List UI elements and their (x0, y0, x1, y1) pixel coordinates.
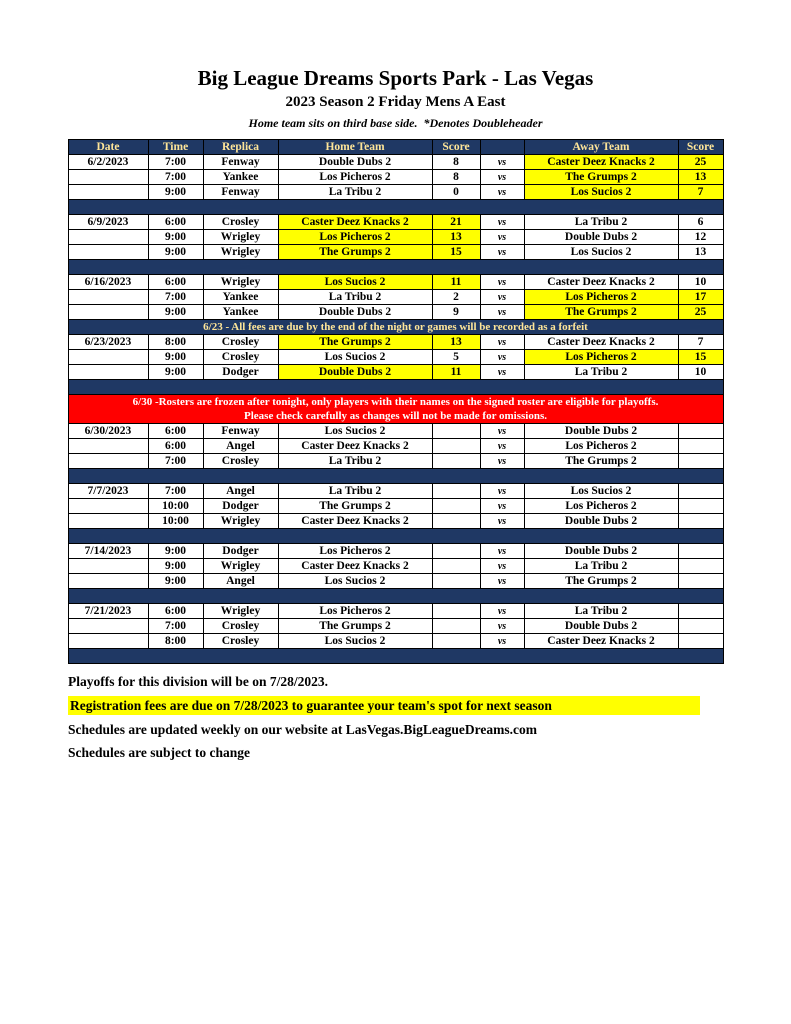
game-row (68, 185, 723, 200)
time-cell: 9:00 (148, 365, 203, 380)
away-score-cell (678, 574, 723, 589)
playoffs-note: Playoffs for this division will be on 7/28/2023. (68, 674, 329, 689)
time-cell: 7:00 (148, 170, 203, 185)
date-cell (68, 514, 148, 529)
schedule-table-body (68, 155, 723, 664)
header-row (68, 140, 723, 155)
time-cell: 6:00 (148, 424, 203, 439)
away-team-cell: La Tribu 2 (524, 365, 678, 380)
vs-label: vs (480, 424, 524, 439)
away-score-cell (678, 439, 723, 454)
home-team-cell: Los Picheros 2 (278, 604, 432, 619)
date-cell: 7/14/2023 (68, 544, 148, 559)
away-team-cell: Double Dubs 2 (524, 619, 678, 634)
date-cell: 7/7/2023 (68, 484, 148, 499)
replica-cell: Crosley (203, 335, 278, 350)
replica-cell: Wrigley (203, 275, 278, 290)
game-row (68, 155, 723, 170)
time-cell: 9:00 (148, 230, 203, 245)
column-header-vs (480, 140, 524, 155)
home-score-cell: 9 (432, 305, 480, 320)
away-team-cell: Los Sucios 2 (524, 484, 678, 499)
game-row (68, 170, 723, 185)
game-row (68, 365, 723, 380)
home-score-cell (432, 619, 480, 634)
separator-row (68, 200, 723, 215)
away-score-cell (678, 604, 723, 619)
home-score-cell (432, 574, 480, 589)
separator-row (68, 320, 723, 335)
home-team-cell: Los Sucios 2 (278, 350, 432, 365)
vs-label: vs (480, 544, 524, 559)
game-row (68, 634, 723, 649)
replica-cell: Fenway (203, 185, 278, 200)
away-team-cell: Caster Deez Knacks 2 (524, 335, 678, 350)
away-score-cell: 12 (678, 230, 723, 245)
vs-label: vs (480, 454, 524, 469)
replica-cell: Yankee (203, 290, 278, 305)
game-row (68, 484, 723, 499)
section-separator: 6/23 - All fees are due by the end of the night or games will be recorded as a forfeit (68, 320, 723, 335)
date-cell (68, 350, 148, 365)
time-cell: 7:00 (148, 619, 203, 634)
home-team-cell: Double Dubs 2 (278, 155, 432, 170)
away-score-cell: 13 (678, 170, 723, 185)
date-cell (68, 439, 148, 454)
vs-label: vs (480, 604, 524, 619)
date-cell (68, 574, 148, 589)
away-score-cell (678, 484, 723, 499)
away-score-cell: 7 (678, 185, 723, 200)
away-team-cell: Los Sucios 2 (524, 245, 678, 260)
away-team-cell: Los Picheros 2 (524, 499, 678, 514)
date-cell: 6/2/2023 (68, 155, 148, 170)
game-row (68, 604, 723, 619)
away-score-cell: 7 (678, 335, 723, 350)
away-team-cell: Double Dubs 2 (524, 514, 678, 529)
vs-label: vs (480, 350, 524, 365)
date-cell (68, 634, 148, 649)
home-team-cell: Los Sucios 2 (278, 634, 432, 649)
time-cell: 7:00 (148, 454, 203, 469)
vs-label: vs (480, 499, 524, 514)
column-header-replica: Replica (203, 140, 278, 155)
home-team-cell: Caster Deez Knacks 2 (278, 215, 432, 230)
replica-cell: Angel (203, 484, 278, 499)
game-row (68, 514, 723, 529)
date-cell (68, 619, 148, 634)
replica-cell: Fenway (203, 155, 278, 170)
replica-cell: Crosley (203, 215, 278, 230)
away-score-cell (678, 424, 723, 439)
vs-label: vs (480, 170, 524, 185)
replica-cell: Wrigley (203, 245, 278, 260)
separator-row (68, 469, 723, 484)
replica-cell: Dodger (203, 499, 278, 514)
time-cell: 8:00 (148, 634, 203, 649)
date-cell (68, 365, 148, 380)
home-score-cell: 15 (432, 245, 480, 260)
home-score-cell (432, 559, 480, 574)
game-row (68, 544, 723, 559)
game-row (68, 215, 723, 230)
home-team-cell: Double Dubs 2 (278, 305, 432, 320)
time-cell: 8:00 (148, 335, 203, 350)
home-score-cell: 8 (432, 155, 480, 170)
separator-row (68, 649, 723, 664)
date-cell: 6/30/2023 (68, 424, 148, 439)
time-cell: 6:00 (148, 439, 203, 454)
away-score-cell: 6 (678, 215, 723, 230)
away-score-cell (678, 514, 723, 529)
home-team-cell: The Grumps 2 (278, 499, 432, 514)
date-cell (68, 290, 148, 305)
time-cell: 7:00 (148, 155, 203, 170)
section-separator (68, 649, 723, 664)
away-score-cell (678, 499, 723, 514)
home-team-cell: The Grumps 2 (278, 619, 432, 634)
time-cell: 10:00 (148, 499, 203, 514)
time-cell: 9:00 (148, 185, 203, 200)
away-team-cell: La Tribu 2 (524, 604, 678, 619)
footer-notes (68, 673, 723, 761)
column-header-home: Home Team (278, 140, 432, 155)
website-note: Schedules are updated weekly on our website at LasVegas.BigLeagueDreams.com (68, 722, 538, 737)
game-row (68, 245, 723, 260)
away-score-cell: 25 (678, 155, 723, 170)
away-score-cell: 17 (678, 290, 723, 305)
column-header-score2: Score (678, 140, 723, 155)
column-header-time: Time (148, 140, 203, 155)
game-row (68, 499, 723, 514)
away-team-cell: Los Sucios 2 (524, 185, 678, 200)
section-separator (68, 469, 723, 484)
vs-label: vs (480, 439, 524, 454)
home-team-cell: La Tribu 2 (278, 484, 432, 499)
game-row (68, 275, 723, 290)
replica-cell: Dodger (203, 544, 278, 559)
home-team-cell: Los Sucios 2 (278, 275, 432, 290)
page-subtitle: 2023 Season 2 Friday Mens A East (285, 94, 506, 110)
section-separator (68, 529, 723, 544)
home-score-cell: 5 (432, 350, 480, 365)
replica-cell: Yankee (203, 170, 278, 185)
away-team-cell: Los Picheros 2 (524, 290, 678, 305)
replica-cell: Angel (203, 574, 278, 589)
game-row (68, 574, 723, 589)
home-team-cell: The Grumps 2 (278, 335, 432, 350)
replica-cell: Crosley (203, 634, 278, 649)
home-score-cell: 2 (432, 290, 480, 305)
home-score-cell: 11 (432, 365, 480, 380)
replica-cell: Wrigley (203, 604, 278, 619)
date-cell (68, 185, 148, 200)
change-note: Schedules are subject to change (68, 745, 250, 760)
home-team-cell: Los Picheros 2 (278, 230, 432, 245)
vs-label: vs (480, 559, 524, 574)
time-cell: 6:00 (148, 604, 203, 619)
replica-cell: Yankee (203, 305, 278, 320)
date-cell (68, 170, 148, 185)
home-team-cell: Los Picheros 2 (278, 170, 432, 185)
away-team-cell: Double Dubs 2 (524, 424, 678, 439)
vs-label: vs (480, 305, 524, 320)
section-separator (68, 380, 723, 395)
replica-cell: Fenway (203, 424, 278, 439)
separator-row (68, 589, 723, 604)
home-score-cell: 8 (432, 170, 480, 185)
banner-line-2: Please check carefully as changes will not be made for omissions. (244, 410, 547, 422)
home-score-cell: 0 (432, 185, 480, 200)
away-score-cell (678, 634, 723, 649)
banner-line-1: 6/30 -Rosters are frozen after tonight, only players with their names on the signed roster are eligible for playoffs. (132, 396, 659, 408)
section-separator (68, 200, 723, 215)
date-cell (68, 499, 148, 514)
date-cell (68, 230, 148, 245)
replica-cell: Wrigley (203, 559, 278, 574)
replica-cell: Crosley (203, 350, 278, 365)
vs-label: vs (480, 514, 524, 529)
game-row (68, 439, 723, 454)
replica-cell: Crosley (203, 619, 278, 634)
time-cell: 7:00 (148, 290, 203, 305)
date-cell (68, 559, 148, 574)
away-score-cell (678, 544, 723, 559)
home-score-cell (432, 604, 480, 619)
separator-row (68, 529, 723, 544)
vs-label: vs (480, 275, 524, 290)
home-score-cell: 13 (432, 335, 480, 350)
section-separator (68, 260, 723, 275)
replica-cell: Crosley (203, 454, 278, 469)
home-score-cell (432, 514, 480, 529)
time-cell: 7:00 (148, 484, 203, 499)
home-team-cell: The Grumps 2 (278, 245, 432, 260)
away-team-cell: Double Dubs 2 (524, 230, 678, 245)
game-row (68, 424, 723, 439)
away-team-cell: The Grumps 2 (524, 454, 678, 469)
home-team-cell: La Tribu 2 (278, 185, 432, 200)
game-row (68, 335, 723, 350)
time-cell: 9:00 (148, 350, 203, 365)
registration-note: Registration fees are due on 7/28/2023 to guarantee your team's spot for next season (68, 696, 700, 715)
home-score-cell (432, 544, 480, 559)
vs-label: vs (480, 365, 524, 380)
vs-label: vs (480, 574, 524, 589)
game-row (68, 350, 723, 365)
vs-label: vs (480, 634, 524, 649)
home-score-cell (432, 484, 480, 499)
separator-row (68, 380, 723, 395)
home-score-cell (432, 454, 480, 469)
replica-cell: Wrigley (203, 514, 278, 529)
away-score-cell: 10 (678, 365, 723, 380)
home-team-cell: Los Sucios 2 (278, 424, 432, 439)
vs-label: vs (480, 185, 524, 200)
vs-label: vs (480, 155, 524, 170)
home-score-cell (432, 424, 480, 439)
away-score-cell: 25 (678, 305, 723, 320)
page-note: Home team sits on third base side. *Denotes Doubleheader (248, 116, 543, 130)
game-row (68, 559, 723, 574)
home-score-cell (432, 439, 480, 454)
game-row (68, 454, 723, 469)
time-cell: 6:00 (148, 275, 203, 290)
date-cell (68, 305, 148, 320)
away-team-cell: The Grumps 2 (524, 574, 678, 589)
column-header-score1: Score (432, 140, 480, 155)
home-team-cell: La Tribu 2 (278, 290, 432, 305)
away-score-cell (678, 454, 723, 469)
home-score-cell (432, 634, 480, 649)
away-team-cell: Caster Deez Knacks 2 (524, 155, 678, 170)
away-score-cell: 15 (678, 350, 723, 365)
column-header-date: Date (68, 140, 148, 155)
away-score-cell: 10 (678, 275, 723, 290)
banner-row (68, 395, 723, 424)
game-row (68, 230, 723, 245)
vs-label: vs (480, 335, 524, 350)
away-team-cell: Double Dubs 2 (524, 544, 678, 559)
away-score-cell (678, 559, 723, 574)
replica-cell: Angel (203, 439, 278, 454)
time-cell: 9:00 (148, 559, 203, 574)
time-cell: 9:00 (148, 305, 203, 320)
home-team-cell: Double Dubs 2 (278, 365, 432, 380)
roster-freeze-banner (68, 395, 723, 424)
away-team-cell: Los Picheros 2 (524, 439, 678, 454)
away-team-cell: Caster Deez Knacks 2 (524, 275, 678, 290)
away-team-cell: La Tribu 2 (524, 559, 678, 574)
vs-label: vs (480, 484, 524, 499)
vs-label: vs (480, 215, 524, 230)
home-team-cell: Caster Deez Knacks 2 (278, 439, 432, 454)
time-cell: 9:00 (148, 245, 203, 260)
section-separator (68, 589, 723, 604)
vs-label: vs (480, 619, 524, 634)
time-cell: 9:00 (148, 544, 203, 559)
page-title: Big League Dreams Sports Park - Las Vegas (197, 66, 594, 90)
home-score-cell (432, 499, 480, 514)
away-team-cell: The Grumps 2 (524, 305, 678, 320)
vs-label: vs (480, 290, 524, 305)
away-team-cell: Los Picheros 2 (524, 350, 678, 365)
home-team-cell: La Tribu 2 (278, 454, 432, 469)
game-row (68, 290, 723, 305)
date-cell: 6/16/2023 (68, 275, 148, 290)
date-cell: 7/21/2023 (68, 604, 148, 619)
date-cell (68, 454, 148, 469)
home-team-cell: Los Sucios 2 (278, 574, 432, 589)
away-team-cell: The Grumps 2 (524, 170, 678, 185)
home-score-cell: 21 (432, 215, 480, 230)
home-team-cell: Los Picheros 2 (278, 544, 432, 559)
time-cell: 6:00 (148, 215, 203, 230)
date-cell: 6/9/2023 (68, 215, 148, 230)
away-score-cell (678, 619, 723, 634)
vs-label: vs (480, 230, 524, 245)
home-score-cell: 13 (432, 230, 480, 245)
game-row (68, 305, 723, 320)
schedule-table (68, 139, 724, 664)
home-score-cell: 11 (432, 275, 480, 290)
home-team-cell: Caster Deez Knacks 2 (278, 559, 432, 574)
game-row (68, 619, 723, 634)
date-cell (68, 245, 148, 260)
schedule-table-head (68, 140, 723, 155)
away-team-cell: La Tribu 2 (524, 215, 678, 230)
home-team-cell: Caster Deez Knacks 2 (278, 514, 432, 529)
away-score-cell: 13 (678, 245, 723, 260)
vs-label: vs (480, 245, 524, 260)
away-team-cell: Caster Deez Knacks 2 (524, 634, 678, 649)
replica-cell: Dodger (203, 365, 278, 380)
separator-row (68, 260, 723, 275)
column-header-away: Away Team (524, 140, 678, 155)
replica-cell: Wrigley (203, 230, 278, 245)
time-cell: 10:00 (148, 514, 203, 529)
date-cell: 6/23/2023 (68, 335, 148, 350)
time-cell: 9:00 (148, 574, 203, 589)
